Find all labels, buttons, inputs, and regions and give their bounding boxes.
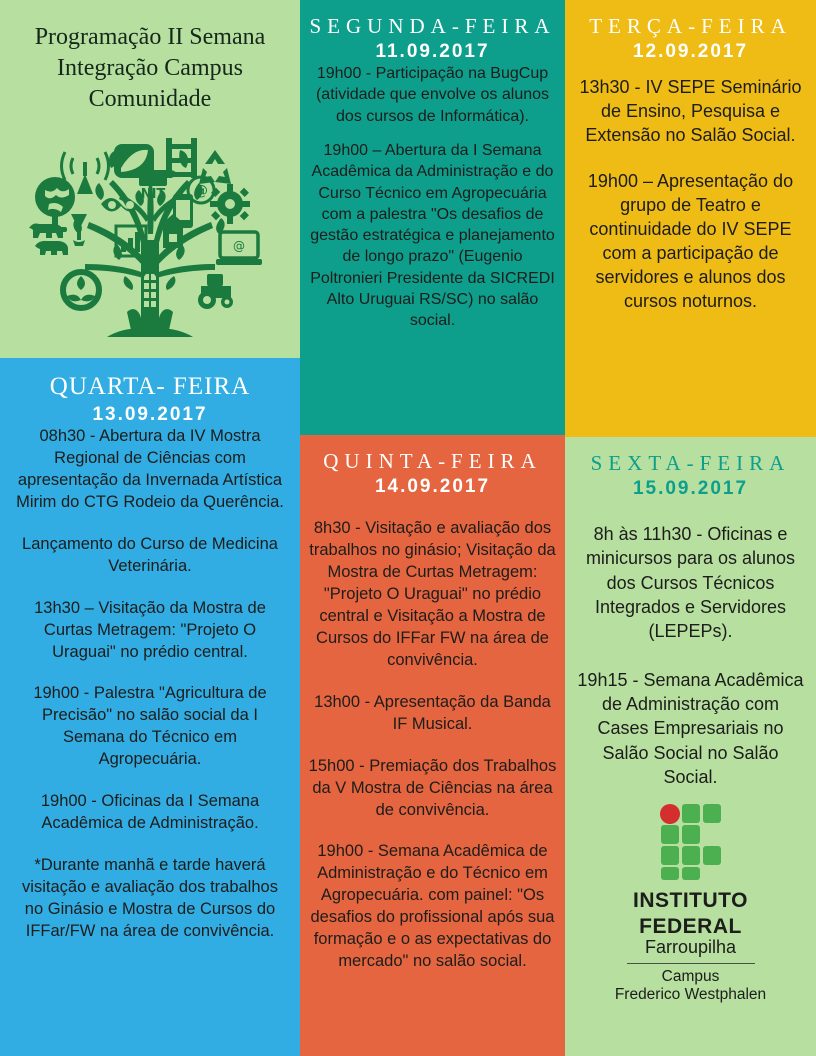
day-item: 19h00 - Palestra "Agricultura de Precisão" no salão social da I Semana do Técnico em Agropecuária. — [33, 684, 267, 769]
title-line-2: Integração Campus — [57, 55, 243, 82]
day-item: Lançamento do Curso de Medicina Veterinária. — [22, 534, 278, 575]
day-date-segunda: 11.09.2017 — [375, 41, 490, 63]
day-items-segunda — [300, 63, 565, 331]
logo-campus-line-1: Campus — [661, 968, 720, 986]
day-heading-segunda: SEGUNDA-FEIRA — [309, 14, 556, 38]
day-item: 19h00 – Apresentação do grupo de Teatro e continuidade do IV SEPE com a participação de servidores e alunos dos cursos noturnos. — [587, 171, 794, 311]
day-heading-quinta: QUINTA-FEIRA — [323, 449, 542, 473]
day-date-quarta: 13.09.2017 — [92, 404, 208, 425]
day-panel-segunda — [300, 0, 565, 435]
day-items-sexta — [565, 522, 816, 789]
day-item: 08h30 - Abertura da IV Mostra Regional de Ciências com apresentação da Invernada Artística Mirim do CTG Rodeio da Querência. — [16, 427, 284, 511]
logo-divider — [627, 963, 755, 965]
logo-institute-line-1: INSTITUTO — [633, 889, 748, 913]
day-heading-quarta: QUARTA- FEIRA — [49, 373, 251, 400]
tree-illustration-wrap — [0, 122, 300, 350]
logo-unit: Farroupilha — [644, 936, 737, 957]
title-panel — [0, 0, 300, 358]
tree-nit-label: NIT — [140, 186, 166, 202]
day-item: 19h00 – Abertura da I Semana Acadêmica da Administração e do Curso Técnico em Agropecuária com a palestra "Os desafios de gestão estratégica e planejamento de longo prazo" (Eugenio Poltronieri Presidente da SICREDI Alto Uruguai RS/SC) no salão social. — [310, 141, 555, 330]
title-line-1: Programação II Semana — [34, 24, 266, 50]
day-items-quarta — [0, 426, 300, 943]
logo-institute-line-2: FEDERAL — [639, 914, 742, 938]
day-item: 13h30 - IV SEPE Seminário de Ensino, Pesquisa e Extensão no Salão Social. — [579, 77, 802, 146]
page-title — [0, 0, 300, 116]
day-item: 19h00 - Oficinas da I Semana Acadêmica de Administração. — [40, 792, 260, 833]
day-date-quinta: 14.09.2017 — [374, 476, 491, 498]
title-line-3: Comunidade — [88, 86, 212, 113]
day-date-sexta: 15.09.2017 — [632, 478, 749, 500]
day-item: 8h às 11h30 - Oficinas e minicursos para os alunos dos Cursos Técnicos Integrados e Servidores (LEPEPs). — [585, 524, 796, 642]
day-items-terca — [565, 76, 816, 313]
day-heading-terca: TERÇA-FEIRA — [589, 14, 792, 38]
day-item: 19h00 - Semana Acadêmica de Administração e do Técnico em Agropecuária. com painel: "Os desafios do profissional após sua formação e o as expectativas do mercado" no salão social. — [310, 842, 555, 971]
day-item: 13h30 – Visitação da Mostra de Curtas Metragem: "Projeto O Uraguai" no prédio central. — [34, 598, 266, 661]
day-item: 8h30 - Visitação e avaliação dos trabalhos no ginásio; Visitação da Mostra de Curtas Metragem: "Projeto O Uraguai" no prédio central e Visitação a Mostra de Cursos do IFFar FW na área de convivência. — [309, 519, 556, 669]
iffar-logo-icon — [658, 803, 724, 881]
day-panel-quinta — [300, 435, 565, 1056]
logo-campus-line-2: Frederico Westphalen — [614, 986, 767, 1004]
svg-text:@: @ — [194, 182, 208, 199]
svg-text:@: @ — [233, 238, 245, 253]
day-panel-sexta — [565, 437, 816, 1056]
day-date-terca: 12.09.2017 — [632, 41, 749, 63]
day-panel-quarta — [0, 358, 300, 1056]
day-items-quinta — [300, 518, 565, 973]
day-item: 13h00 - Apresentação da Banda IF Musical. — [314, 692, 551, 733]
day-item: 15h00 - Premiação dos Trabalhos da V Mostra de Ciências na área de convivência. — [308, 756, 557, 819]
day-item: 19h15 - Semana Acadêmica de Administração com Cases Empresariais no Salão Social no Salão Social. — [577, 669, 804, 787]
day-item: *Durante manhã e tarde haverá visitação e avaliação dos trabalhos no Ginásio e Mostra de Cursos do IFFar/FW na área de convivência. — [22, 856, 278, 940]
iffar-logo-block — [565, 803, 816, 1004]
day-item: 19h00 - Participação na BugCup (atividade que envolve os alunos dos cursos de Informática). — [315, 65, 550, 125]
day-panel-terca — [565, 0, 816, 437]
tree-icon — [15, 122, 285, 350]
day-heading-sexta: SEXTA-FEIRA — [590, 451, 791, 475]
